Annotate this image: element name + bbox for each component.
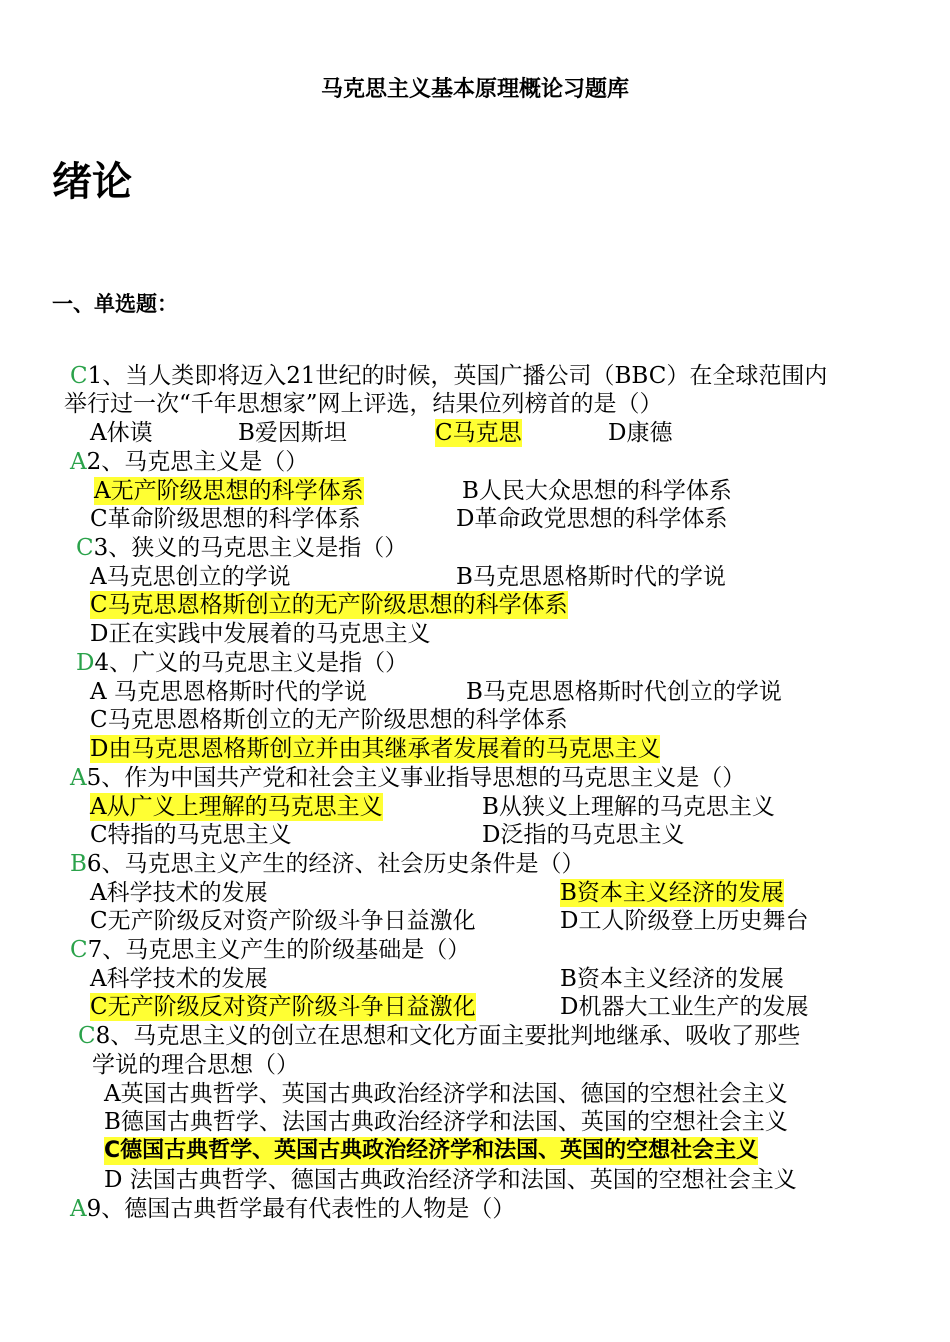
question-text: 2、马克思主义是（）: [86, 449, 309, 475]
question-5: [70, 764, 745, 792]
question-text: 4、广义的马克思主义是指（）: [94, 650, 409, 676]
option-b: B爱因斯坦: [238, 420, 347, 446]
option-a: A休谟: [90, 420, 153, 446]
option-a: A英国古典哲学、英国古典政治经济学和法国、德国的空想社会主义: [104, 1081, 788, 1107]
answer-key: D: [76, 650, 95, 676]
question-8-continued: 学说的理合思想（）: [92, 1052, 299, 1078]
question-3: [76, 534, 407, 562]
question-text: 9、德国古典哲学最有代表性的人物是（）: [86, 1196, 516, 1222]
option-d: D机器大工业生产的发展: [560, 994, 809, 1020]
option-a: A马克思创立的学说: [90, 564, 291, 590]
option-c: C无产阶级反对资产阶级斗争日益激化: [90, 908, 476, 934]
option-c-correct: C无产阶级反对资产阶级斗争日益激化: [90, 994, 476, 1020]
question-text: 6、马克思主义产生的经济、社会历史条件是（）: [86, 851, 585, 877]
option-c: C特指的马克思主义: [90, 822, 292, 848]
option-b: B德国古典哲学、法国古典政治经济学和法国、英国的空想社会主义: [104, 1109, 788, 1135]
option-d: D工人阶级登上历史舞台: [560, 908, 809, 934]
option-b: B人民大众思想的科学体系: [462, 478, 732, 504]
option-c: C革命阶级思想的科学体系: [90, 506, 361, 532]
option-d-correct: D由马克思恩格斯创立并由其继承者发展着的马克思主义: [90, 736, 661, 762]
question-text: 1、当人类即将迈入21世纪的时候，英国广播公司（BBC）在全球范围内: [87, 363, 828, 389]
question-1-continued: 举行过一次“千年思想家”网上评选，结果位列榜首的是（）: [64, 391, 663, 417]
option-d: D泛指的马克思主义: [482, 822, 685, 848]
option-b: B马克思恩格斯时代创立的学说: [466, 679, 782, 705]
option-c-correct: C马克思恩格斯创立的无产阶级思想的科学体系: [90, 592, 568, 618]
chapter-heading: 绪论: [52, 159, 132, 205]
option-b: B资本主义经济的发展: [560, 966, 784, 992]
option-b: B从狭义上理解的马克思主义: [482, 794, 775, 820]
answer-key: C: [76, 535, 94, 561]
document-title: 马克思主义基本原理概论习题库: [320, 77, 629, 102]
question-6: [70, 850, 585, 878]
question-2: [70, 448, 308, 476]
option-c: C马克思恩格斯创立的无产阶级思想的科学体系: [90, 707, 568, 733]
question-4: [76, 649, 408, 677]
option-b: B马克思恩格斯时代的学说: [456, 564, 726, 590]
answer-key: B: [70, 851, 87, 877]
question-text: 7、马克思主义产生的阶级基础是（）: [87, 937, 471, 963]
option-b-correct: B资本主义经济的发展: [560, 880, 784, 906]
option-d: D正在实践中发展着的马克思主义: [90, 621, 431, 647]
question-8: [78, 1022, 800, 1050]
section-heading: 一、单选题：: [52, 292, 178, 316]
answer-key: A: [70, 765, 87, 791]
option-a: A 马克思恩格斯时代的学说: [90, 679, 367, 705]
question-7: [70, 936, 470, 964]
question-text: 3、狭义的马克思主义是指（）: [93, 535, 408, 561]
option-a: A科学技术的发展: [90, 966, 268, 992]
question-1: [70, 362, 827, 390]
option-c-correct: C马克思: [435, 420, 522, 446]
option-a: A科学技术的发展: [90, 880, 268, 906]
answer-key: A: [70, 1196, 87, 1222]
option-c-correct: C德国古典哲学、英国古典政治经济学和法国、英国的空想社会主义: [104, 1138, 759, 1163]
answer-key: C: [70, 363, 88, 389]
answer-key: A: [70, 449, 87, 475]
option-a-correct: A从广义上理解的马克思主义: [90, 794, 383, 820]
question-9: [70, 1195, 515, 1223]
option-a-correct: A无产阶级思想的科学体系: [94, 478, 364, 504]
answer-key: C: [70, 937, 88, 963]
option-d: D革命政党思想的科学体系: [456, 506, 728, 532]
question-text: 5、作为中国共产党和社会主义事业指导思想的马克思主义是（）: [86, 765, 746, 791]
question-text: 8、马克思主义的创立在思想和文化方面主要批判地继承、吸收了那些: [95, 1023, 801, 1049]
answer-key: C: [78, 1023, 96, 1049]
option-d: D 法国古典哲学、德国古典政治经济学和法国、英国的空想社会主义: [104, 1167, 797, 1193]
option-d: D康德: [608, 420, 673, 446]
